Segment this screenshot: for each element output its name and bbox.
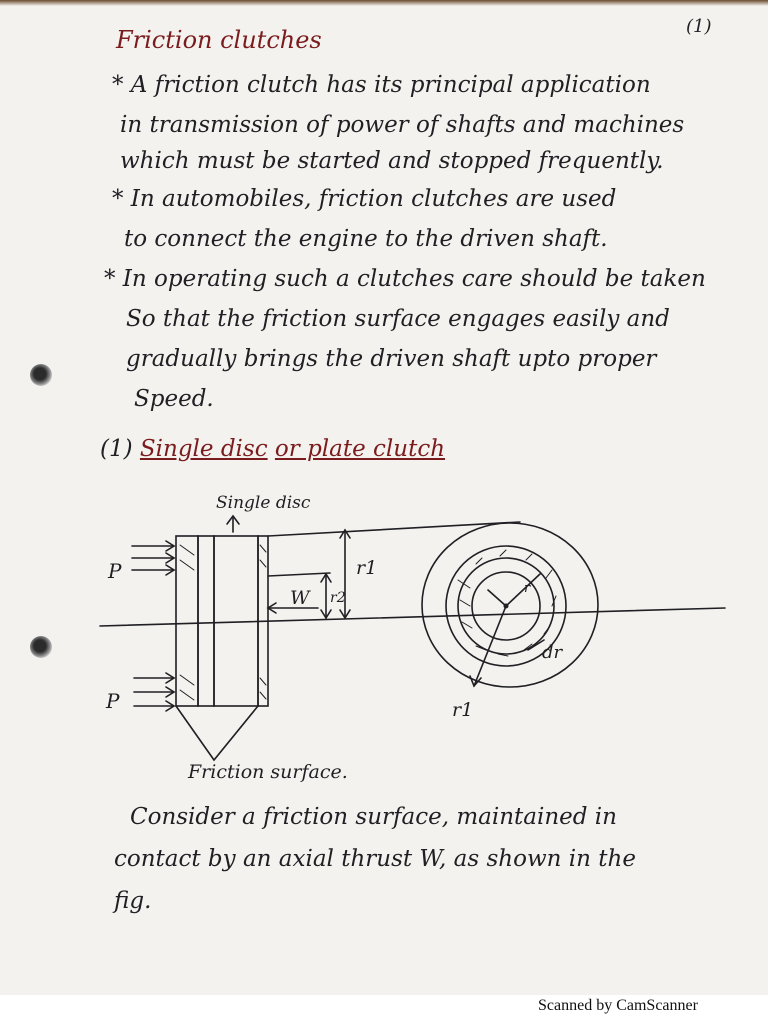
section-heading-part2: or plate clutch xyxy=(274,436,446,462)
label-single-disc: Single disc xyxy=(216,493,311,513)
radius-r-line xyxy=(506,574,540,606)
closing-line-2: contact by an axial thrust W, as shown in the xyxy=(114,846,636,872)
paragraph-line-7: So that the friction surface engages easily and xyxy=(126,306,670,332)
friction-surface-pointer xyxy=(176,706,258,760)
paragraph-line-1: * A friction clutch has its principal application xyxy=(112,72,651,98)
force-arrows-top xyxy=(132,541,174,575)
label-friction-surface: Friction surface. xyxy=(188,761,348,783)
outer-disc-circle xyxy=(422,523,598,687)
outer-radius-projection xyxy=(268,522,520,536)
closing-line-3: fig. xyxy=(114,888,152,914)
section-heading-part1: Single disc xyxy=(139,436,268,462)
force-arrows-bottom xyxy=(134,673,174,711)
label-w: W xyxy=(290,587,310,609)
single-disc-plate xyxy=(198,536,214,706)
paragraph-line-6: * In operating such a clutches care should be taken xyxy=(104,266,706,292)
section-number: (1) xyxy=(100,436,133,462)
scanner-watermark: Scanned by CamScanner xyxy=(538,997,698,1014)
label-r1-circle: r1 xyxy=(452,699,474,721)
page-title: Friction clutches xyxy=(116,26,322,54)
paragraph-line-3: which must be started and stopped frequently. xyxy=(120,148,664,174)
paragraph-line-8: gradually brings the driven shaft upto proper xyxy=(126,346,657,372)
paragraph-line-2: in transmission of power of shafts and machines xyxy=(120,112,685,138)
radius-r2-line xyxy=(488,590,506,606)
label-r2: r2 xyxy=(330,590,346,606)
page-number: (1) xyxy=(686,16,712,37)
paragraph-line-4: * In automobiles, friction clutches are used xyxy=(112,186,617,212)
label-r1: r1 xyxy=(356,557,378,579)
label-r: r xyxy=(524,581,531,596)
label-p-bottom: P xyxy=(106,689,120,713)
paragraph-line-5: to connect the engine to the driven shaft. xyxy=(124,226,608,252)
inner-radius-projection xyxy=(268,573,330,576)
label-p-top: P xyxy=(108,559,122,583)
closing-line-1: Consider a friction surface, maintained in xyxy=(130,804,617,830)
paragraph-line-9: Speed. xyxy=(134,386,214,412)
center-axis-line xyxy=(100,608,725,626)
label-dr: dr xyxy=(542,642,563,663)
